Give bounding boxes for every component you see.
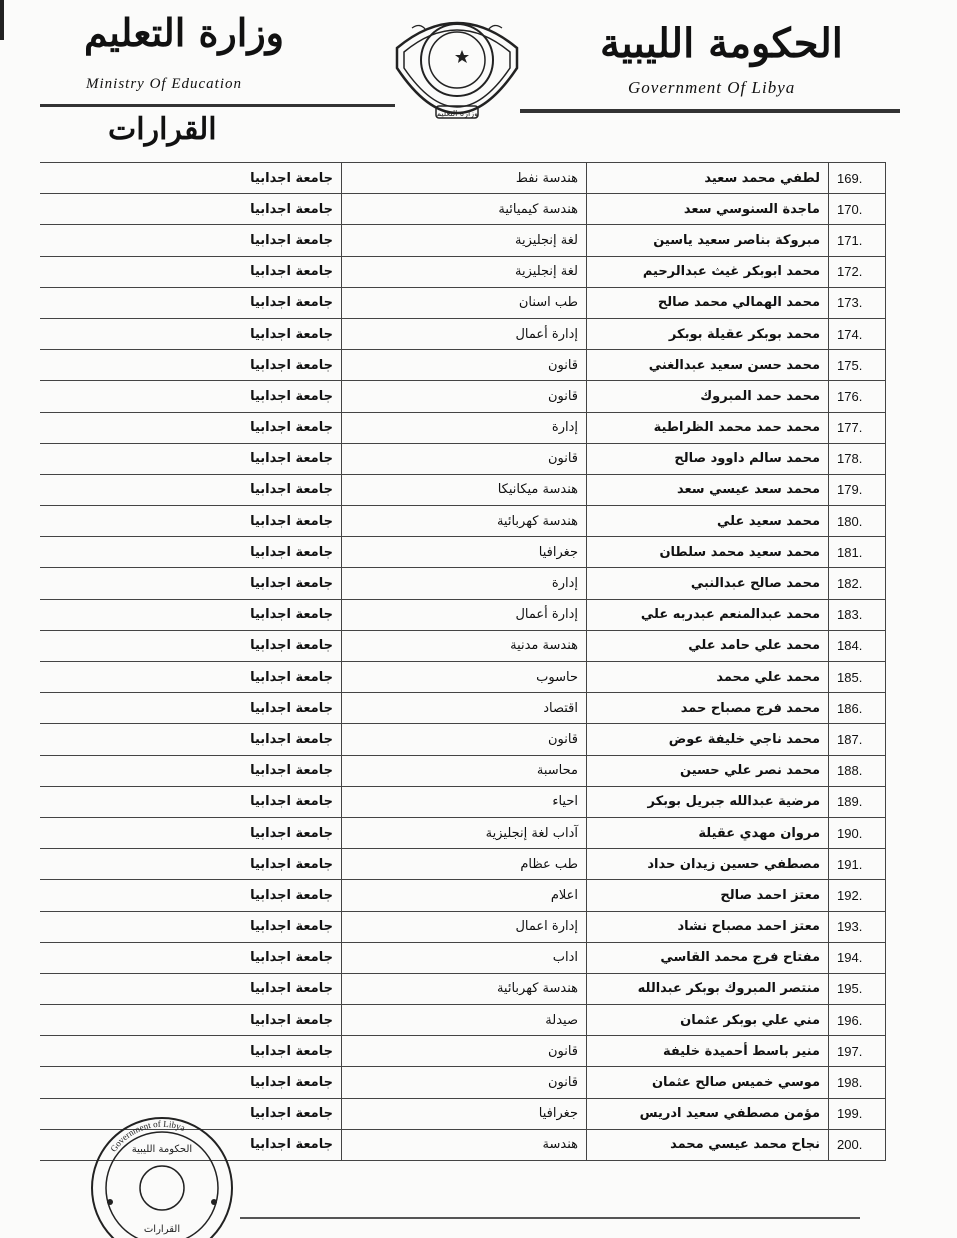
table-row [40, 755, 886, 786]
university: جامعة اجدابيا [40, 1098, 342, 1129]
row-number: 198. [829, 1067, 886, 1098]
section-title-decisions: القرارات [108, 112, 217, 147]
student-name: لطفي محمد سعيد [587, 163, 829, 194]
table-row [40, 724, 886, 755]
student-name: منير باسط أحميدة خليفة [587, 1036, 829, 1067]
specialty: اعلام [342, 880, 587, 911]
specialty: قانون [342, 1067, 587, 1098]
university: جامعة اجدابيا [40, 662, 342, 693]
table-row [40, 817, 886, 848]
row-number: 171. [829, 225, 886, 256]
student-name: مروان مهدي عقيلة [587, 817, 829, 848]
student-name: محمد سالم داوود صالح [587, 443, 829, 474]
university: جامعة اجدابيا [40, 630, 342, 661]
government-title-arabic: الحكومة الليبية [600, 20, 843, 67]
specialty: هندسة كهربائية [342, 506, 587, 537]
university: جامعة اجدابيا [40, 506, 342, 537]
table-row [40, 412, 886, 443]
university: جامعة اجدابيا [40, 381, 342, 412]
row-number: 174. [829, 318, 886, 349]
table-row [40, 1005, 886, 1036]
specialty: لغة إنجليزية [342, 256, 587, 287]
university: جامعة اجدابيا [40, 724, 342, 755]
student-name: معتز احمد صالح [587, 880, 829, 911]
student-name: محمد نصر علي حسين [587, 755, 829, 786]
emblem-seal-icon [392, 8, 522, 142]
student-name: مصطفي حسين زيدان حداد [587, 849, 829, 880]
row-number: 170. [829, 194, 886, 225]
student-name: موسي خميس صالح عثمان [587, 1067, 829, 1098]
row-number: 169. [829, 163, 886, 194]
specialty: هندسة [342, 1129, 587, 1160]
university: جامعة اجدابيا [40, 225, 342, 256]
student-name: محمد علي حامد علي [587, 630, 829, 661]
specialty: إدارة [342, 412, 587, 443]
student-name: محمد الهمالي محمد صالح [587, 287, 829, 318]
row-number: 199. [829, 1098, 886, 1129]
footer-rule [240, 1217, 860, 1219]
row-number: 175. [829, 350, 886, 381]
table-body [40, 163, 886, 1161]
table-row [40, 942, 886, 973]
decisions-table [40, 162, 886, 1161]
specialty: اقتصاد [342, 693, 587, 724]
specialty: إدارة أعمال [342, 599, 587, 630]
table-row [40, 1036, 886, 1067]
student-name: محمد فرج مصباح حمد [587, 693, 829, 724]
row-number: 183. [829, 599, 886, 630]
student-name: محمد سعيد محمد سلطان [587, 537, 829, 568]
table-row [40, 287, 886, 318]
student-name: مرضية عبدالله جبريل بوبكر [587, 786, 829, 817]
university: جامعة اجدابيا [40, 942, 342, 973]
specialty: هندسة ميكانيكا [342, 474, 587, 505]
table-row [40, 443, 886, 474]
row-number: 194. [829, 942, 886, 973]
row-number: 189. [829, 786, 886, 817]
table-row [40, 163, 886, 194]
table-row [40, 381, 886, 412]
university: جامعة اجدابيا [40, 318, 342, 349]
row-number: 179. [829, 474, 886, 505]
specialty: صيدلة [342, 1005, 587, 1036]
student-name: محمد علي محمد [587, 662, 829, 693]
university: جامعة اجدابيا [40, 163, 342, 194]
university: جامعة اجدابيا [40, 693, 342, 724]
specialty: لغة إنجليزية [342, 225, 587, 256]
table-row [40, 537, 886, 568]
table-row [40, 911, 886, 942]
table-row [40, 1067, 886, 1098]
row-number: 196. [829, 1005, 886, 1036]
specialty: هندسة مدنية [342, 630, 587, 661]
university: جامعة اجدابيا [40, 849, 342, 880]
university: جامعة اجدابيا [40, 817, 342, 848]
table-row [40, 506, 886, 537]
specialty: إدارة اعمال [342, 911, 587, 942]
specialty: قانون [342, 443, 587, 474]
header-rule-left [40, 104, 395, 107]
university: جامعة اجدابيا [40, 568, 342, 599]
emblem-label: وزارة التعليم [436, 109, 478, 118]
specialty: إدارة [342, 568, 587, 599]
student-name: منتصر المبروك بوبكر عبدالله [587, 973, 829, 1004]
specialty: قانون [342, 724, 587, 755]
row-number: 197. [829, 1036, 886, 1067]
row-number: 173. [829, 287, 886, 318]
student-name: محمد عبدالمنعم عبدربه علي [587, 599, 829, 630]
student-name: محمد ناجي خليفة عوض [587, 724, 829, 755]
university: جامعة اجدابيا [40, 443, 342, 474]
row-number: 190. [829, 817, 886, 848]
table-row [40, 849, 886, 880]
row-number: 192. [829, 880, 886, 911]
specialty: احياء [342, 786, 587, 817]
header-rule-right [520, 109, 900, 113]
ministry-title-english: Ministry Of Education [86, 76, 242, 92]
table-row [40, 630, 886, 661]
student-name: مبروكة بناصر سعيد ياسين [587, 225, 829, 256]
student-name: ماجدة السنوسي سعد [587, 194, 829, 225]
university: جامعة اجدابيا [40, 256, 342, 287]
university: جامعة اجدابيا [40, 194, 342, 225]
specialty: إدارة أعمال [342, 318, 587, 349]
university: جامعة اجدابيا [40, 755, 342, 786]
student-name: مفتاح فرج محمد القاسي [587, 942, 829, 973]
student-name: محمد حمد محمد الظراطية [587, 412, 829, 443]
stamp-ring-text: Government of Libya [108, 1118, 187, 1154]
university: جامعة اجدابيا [40, 973, 342, 1004]
student-name: محمد سعد عيسي سعد [587, 474, 829, 505]
row-number: 188. [829, 755, 886, 786]
specialty: اداب [342, 942, 587, 973]
specialty: هندسة كيميائية [342, 194, 587, 225]
row-number: 193. [829, 911, 886, 942]
row-number: 200. [829, 1129, 886, 1160]
student-name: محمد ابوبكر غيث عبدالرحيم [587, 256, 829, 287]
university: جامعة اجدابيا [40, 786, 342, 817]
table-row [40, 786, 886, 817]
student-name: نجاح محمد عيسي محمد [587, 1129, 829, 1160]
row-number: 195. [829, 973, 886, 1004]
ministry-title-arabic: وزارة التعليم [84, 10, 285, 55]
specialty: آداب لغة إنجليزية [342, 817, 587, 848]
table-row [40, 568, 886, 599]
student-name: محمد سعيد علي [587, 506, 829, 537]
university: جامعة اجدابيا [40, 911, 342, 942]
university: جامعة اجدابيا [40, 412, 342, 443]
row-number: 187. [829, 724, 886, 755]
university: جامعة اجدابيا [40, 350, 342, 381]
specialty: جغرافيا [342, 1098, 587, 1129]
student-name: محمد حسن سعيد عبدالغني [587, 350, 829, 381]
row-number: 177. [829, 412, 886, 443]
stamp-inner-text: الحكومة الليبية [131, 1144, 193, 1155]
university: جامعة اجدابيا [40, 1005, 342, 1036]
table-row [40, 318, 886, 349]
student-name: مؤمن مصطفي سعيد ادريس [587, 1098, 829, 1129]
university: جامعة اجدابيا [40, 880, 342, 911]
row-number: 191. [829, 849, 886, 880]
specialty: قانون [342, 381, 587, 412]
student-name: محمد حمد المبروك [587, 381, 829, 412]
row-number: 181. [829, 537, 886, 568]
table-row [40, 599, 886, 630]
university: جامعة اجدابيا [40, 474, 342, 505]
specialty: جغرافيا [342, 537, 587, 568]
table-row [40, 194, 886, 225]
specialty: طب عظام [342, 849, 587, 880]
university: جامعة اجدابيا [40, 1129, 342, 1160]
row-number: 176. [829, 381, 886, 412]
stamp-bottom-text: القرارات [143, 1224, 181, 1235]
row-number: 186. [829, 693, 886, 724]
student-name: محمد بوبكر عقيلة بوبكر [587, 318, 829, 349]
table-row [40, 880, 886, 911]
table-row [40, 662, 886, 693]
row-number: 178. [829, 443, 886, 474]
row-number: 180. [829, 506, 886, 537]
table-row [40, 973, 886, 1004]
table-row [40, 350, 886, 381]
university: جامعة اجدابيا [40, 1036, 342, 1067]
table-row [40, 474, 886, 505]
row-number: 182. [829, 568, 886, 599]
student-name: محمد صالح عبدالنبي [587, 568, 829, 599]
row-number: 184. [829, 630, 886, 661]
university: جامعة اجدابيا [40, 287, 342, 318]
specialty: هندسة كهربائية [342, 973, 587, 1004]
university: جامعة اجدابيا [40, 537, 342, 568]
table-row [40, 693, 886, 724]
specialty: حاسوب [342, 662, 587, 693]
government-title-english: Government Of Libya [628, 78, 796, 97]
row-number: 185. [829, 662, 886, 693]
specialty: طب اسنان [342, 287, 587, 318]
specialty: قانون [342, 1036, 587, 1067]
table-row [40, 225, 886, 256]
letterhead [0, 0, 957, 160]
specialty: محاسبة [342, 755, 587, 786]
university: جامعة اجدابيا [40, 599, 342, 630]
specialty: قانون [342, 350, 587, 381]
university: جامعة اجدابيا [40, 1067, 342, 1098]
table-row [40, 256, 886, 287]
official-stamp-icon [80, 1102, 240, 1238]
student-name: مني علي بوبكر عثمان [587, 1005, 829, 1036]
student-name: معتز احمد مصباح نشاد [587, 911, 829, 942]
row-number: 172. [829, 256, 886, 287]
specialty: هندسة نفط [342, 163, 587, 194]
